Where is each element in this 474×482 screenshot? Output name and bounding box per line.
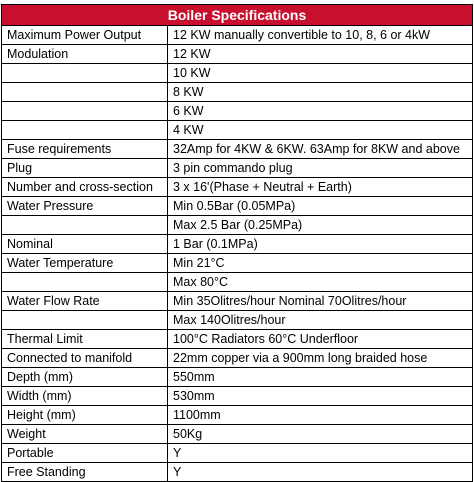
table-row — [2, 463, 472, 481]
spec-label: Fuse requirements — [2, 140, 168, 158]
table-row — [2, 444, 472, 463]
table-row — [2, 254, 472, 273]
spec-label: Maximum Power Output — [2, 26, 168, 44]
spec-value: 100°C Radiators 60°C Underfloor — [173, 332, 359, 346]
table-row — [2, 387, 472, 406]
spec-label — [2, 102, 168, 120]
spec-value: 3 x 16'(Phase + Neutral + Earth) — [173, 180, 352, 194]
table-row — [2, 102, 472, 121]
spec-value: 8 KW — [173, 85, 204, 99]
spec-label: Water Flow Rate — [2, 292, 168, 310]
spec-label: Width (mm) — [2, 387, 168, 405]
spec-label — [2, 311, 168, 329]
table-row — [2, 273, 472, 292]
table-row — [2, 330, 472, 349]
spec-value: Min 0.5Bar (0.05MPa) — [173, 199, 296, 213]
table-row — [2, 26, 472, 45]
table-row — [2, 292, 472, 311]
spec-value: 32Amp for 4KW & 6KW. 63Amp for 8KW and above — [173, 142, 460, 156]
spec-label: Portable — [2, 444, 168, 462]
spec-label: Water Temperature — [2, 254, 168, 272]
table-row — [2, 349, 472, 368]
spec-label: Depth (mm) — [2, 368, 168, 386]
spec-label — [2, 121, 168, 139]
spec-value: 530mm — [173, 389, 215, 403]
spec-label: Number and cross-section — [2, 178, 168, 196]
spec-value: Max 80°C — [173, 275, 229, 289]
spec-value: 3 pin commando plug — [173, 161, 293, 175]
table-row — [2, 64, 472, 83]
table-row — [2, 406, 472, 425]
spec-value: 6 KW — [173, 104, 204, 118]
spec-value: Min 35Olitres/hour Nominal 70Olitres/hour — [173, 294, 407, 308]
spec-label — [2, 273, 168, 291]
spec-label: Weight — [2, 425, 168, 443]
table-row — [2, 311, 472, 330]
table-row — [2, 140, 472, 159]
spec-value: 550mm — [173, 370, 215, 384]
table-row — [2, 425, 472, 444]
spec-label — [2, 216, 168, 234]
table-row — [2, 178, 472, 197]
spec-label: Thermal Limit — [2, 330, 168, 348]
spec-value: 12 KW — [173, 47, 211, 61]
table-row — [2, 121, 472, 140]
table-row — [2, 45, 472, 64]
spec-label — [2, 83, 168, 101]
table-title: Boiler Specifications — [2, 5, 472, 26]
spec-value: Max 2.5 Bar (0.25MPa) — [173, 218, 303, 232]
spec-label: Connected to manifold — [2, 349, 168, 367]
spec-value: Max 140Olitres/hour — [173, 313, 286, 327]
spec-label: Water Pressure — [2, 197, 168, 215]
spec-label: Plug — [2, 159, 168, 177]
table-row — [2, 368, 472, 387]
spec-value: Min 21°C — [173, 256, 225, 270]
spec-value: 12 KW manually convertible to 10, 8, 6 or 4kW — [173, 28, 431, 42]
table-row — [2, 216, 472, 235]
spec-value: 22mm copper via a 900mm long braided hose — [173, 351, 428, 365]
spec-value: Y — [173, 446, 182, 460]
spec-value: 1 Bar (0.1MPa) — [173, 237, 258, 251]
spec-value: 4 KW — [173, 123, 204, 137]
spec-label: Height (mm) — [2, 406, 168, 424]
table-body — [2, 26, 472, 481]
table-row — [2, 197, 472, 216]
spec-label: Modulation — [2, 45, 168, 63]
spec-value: 10 KW — [173, 66, 211, 80]
spec-value: 50Kg — [173, 427, 203, 441]
table-row — [2, 235, 472, 254]
spec-label: Free Standing — [2, 463, 168, 481]
specifications-table — [1, 4, 473, 482]
spec-label: Nominal — [2, 235, 168, 253]
spec-value: Y — [173, 465, 182, 479]
spec-value: 1100mm — [173, 408, 221, 422]
spec-label — [2, 64, 168, 82]
table-row — [2, 159, 472, 178]
table-row — [2, 83, 472, 102]
